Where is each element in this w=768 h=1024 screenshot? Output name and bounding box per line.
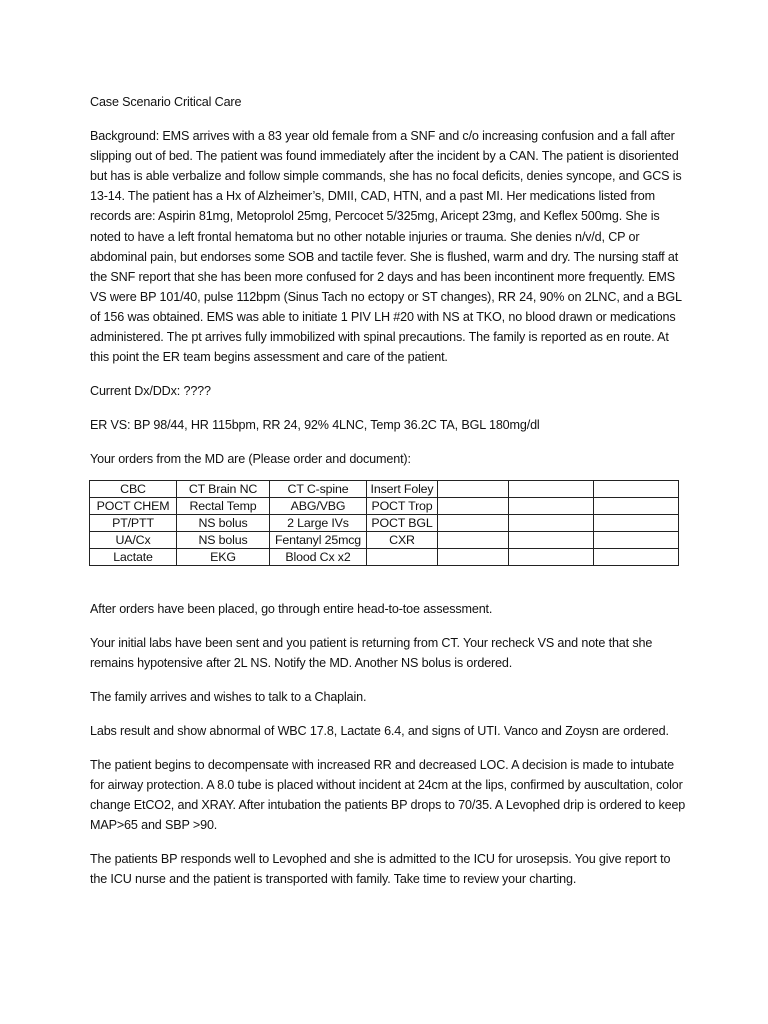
orders-table-cell: POCT CHEM [90, 497, 177, 514]
background-text: EMS arrives with a 83 year old female from a SNF and c/o increasing confusion and a fall after slipping out of bed. The patient was found immediately after the incident by a CAN. The patient is disoriented but has is able verbalize and follow simple commands, she has no focal deficits, denies syncope, and GCS is 13-14. The patient has a Hx of Alzheimer’s, DMII, CAD, HTN, and a past MI. Her medications listed from records are: Aspirin 81mg, Metoprolol 25mg, Percocet 5/325mg, Aricept 23mg, and Keflex 500mg. She is noted to have a left frontal hematoma but no other notable injuries or trauma. She denies n/v/d, CP or abdominal pain, but endorses some SOB and tactile fever. She is flushed, warm and dry. The nursing staff at the SNF report that she has been more confused for 2 days and has been incontinent more frequently. EMS VS were BP 101/40, pulse 112bpm (Sinus Tach no ectopy or ST changes), RR 24, 90% on 2LNC, and a BGL of 156 was obtained. EMS was able to initiate 1 PIV LH #20 with NS at TKO, no blood drawn or medications administered. The pt arrives fully immobilized with spinal precautions. The family is reported as en route. At this point the ER team begins assessment and care of the patient. [90, 129, 682, 365]
orders-table-cell: Insert Foley [367, 480, 438, 497]
orders-table-cell: Blood Cx x2 [270, 548, 367, 565]
orders-table-cell: EKG [177, 548, 270, 565]
instruction-paragraph: The family arrives and wishes to talk to a Chaplain. [90, 689, 367, 704]
orders-table-cell: PT/PTT [90, 514, 177, 531]
orders-table-cell [438, 514, 509, 531]
orders-table-cell [509, 480, 594, 497]
background-label: Background: [90, 129, 160, 144]
orders-table-cell: Rectal Temp [177, 497, 270, 514]
orders-table-cell: CXR [367, 531, 438, 548]
instruction-paragraph: Labs result and show abnormal of WBC 17.8, Lactate 6.4, and signs of UTI. Vanco and Zoysn are ordered. [90, 723, 669, 738]
orders-table-cell [438, 497, 509, 514]
orders-table-cell: ABG/VBG [270, 497, 367, 514]
orders-table-cell: NS bolus [177, 531, 270, 548]
instruction-paragraph: The patient begins to decompensate with increased RR and decreased LOC. A decision is made to intubate for airway protection. A 8.0 tube is placed without incident at 24cm at the lips, confirmed by auscultation, color change EtCO2, and XRAY. After intubation the patients BP drops to 70/35. A Levophed drip is ordered to keep MAP>65 and SBP >90. [90, 757, 686, 833]
orders-table-cell: UA/Cx [90, 531, 177, 548]
orders-intro: Your orders from the MD are (Please order and document): [90, 452, 411, 467]
orders-table-cell: CT C-spine [270, 480, 367, 497]
orders-table-cell [438, 548, 509, 565]
orders-table-cell: POCT BGL [367, 514, 438, 531]
orders-table-cell: NS bolus [177, 514, 270, 531]
instruction-paragraph: The patients BP responds well to Levophed and she is admitted to the ICU for urosepsis. You give report to the ICU nurse and the patient is transported with family. Take time to review your charting. [90, 852, 671, 887]
orders-table-cell [438, 531, 509, 548]
orders-table [89, 480, 679, 566]
orders-table-row [90, 548, 679, 565]
orders-table-cell [509, 548, 594, 565]
orders-table-cell: Lactate [90, 548, 177, 565]
orders-table-cell: POCT Trop [367, 497, 438, 514]
instructions-section [90, 599, 690, 890]
instruction-paragraph: Your initial labs have been sent and you patient is returning from CT. Your recheck VS and note that she remains hypotensive after 2L NS. Notify the MD. Another NS bolus is ordered. [90, 635, 653, 670]
orders-table-cell [509, 497, 594, 514]
instruction-paragraph: After orders have been placed, go through entire head-to-toe assessment. [90, 601, 493, 616]
orders-table-row [90, 480, 679, 497]
background-paragraph [90, 126, 690, 367]
orders-table-row [90, 514, 679, 531]
orders-table-cell [594, 531, 679, 548]
orders-table-cell [594, 480, 679, 497]
orders-table-cell [438, 480, 509, 497]
orders-table-row [90, 497, 679, 514]
orders-table-cell: 2 Large IVs [270, 514, 367, 531]
orders-table-cell [367, 548, 438, 565]
orders-table-cell [594, 497, 679, 514]
orders-table-cell: CT Brain NC [177, 480, 270, 497]
orders-table-cell: CBC [90, 480, 177, 497]
er-vitals-line: ER VS: BP 98/44, HR 115bpm, RR 24, 92% 4LNC, Temp 36.2C TA, BGL 180mg/dl [90, 418, 540, 433]
orders-table-cell [594, 548, 679, 565]
orders-table-cell [509, 531, 594, 548]
document-body [90, 92, 690, 904]
orders-table-cell: Fentanyl 25mcg [270, 531, 367, 548]
orders-table-row [90, 531, 679, 548]
orders-table-cell [594, 514, 679, 531]
current-dx-line: Current Dx/DDx: ???? [90, 384, 211, 399]
orders-table-cell [509, 514, 594, 531]
document-title: Case Scenario Critical Care [90, 95, 242, 109]
